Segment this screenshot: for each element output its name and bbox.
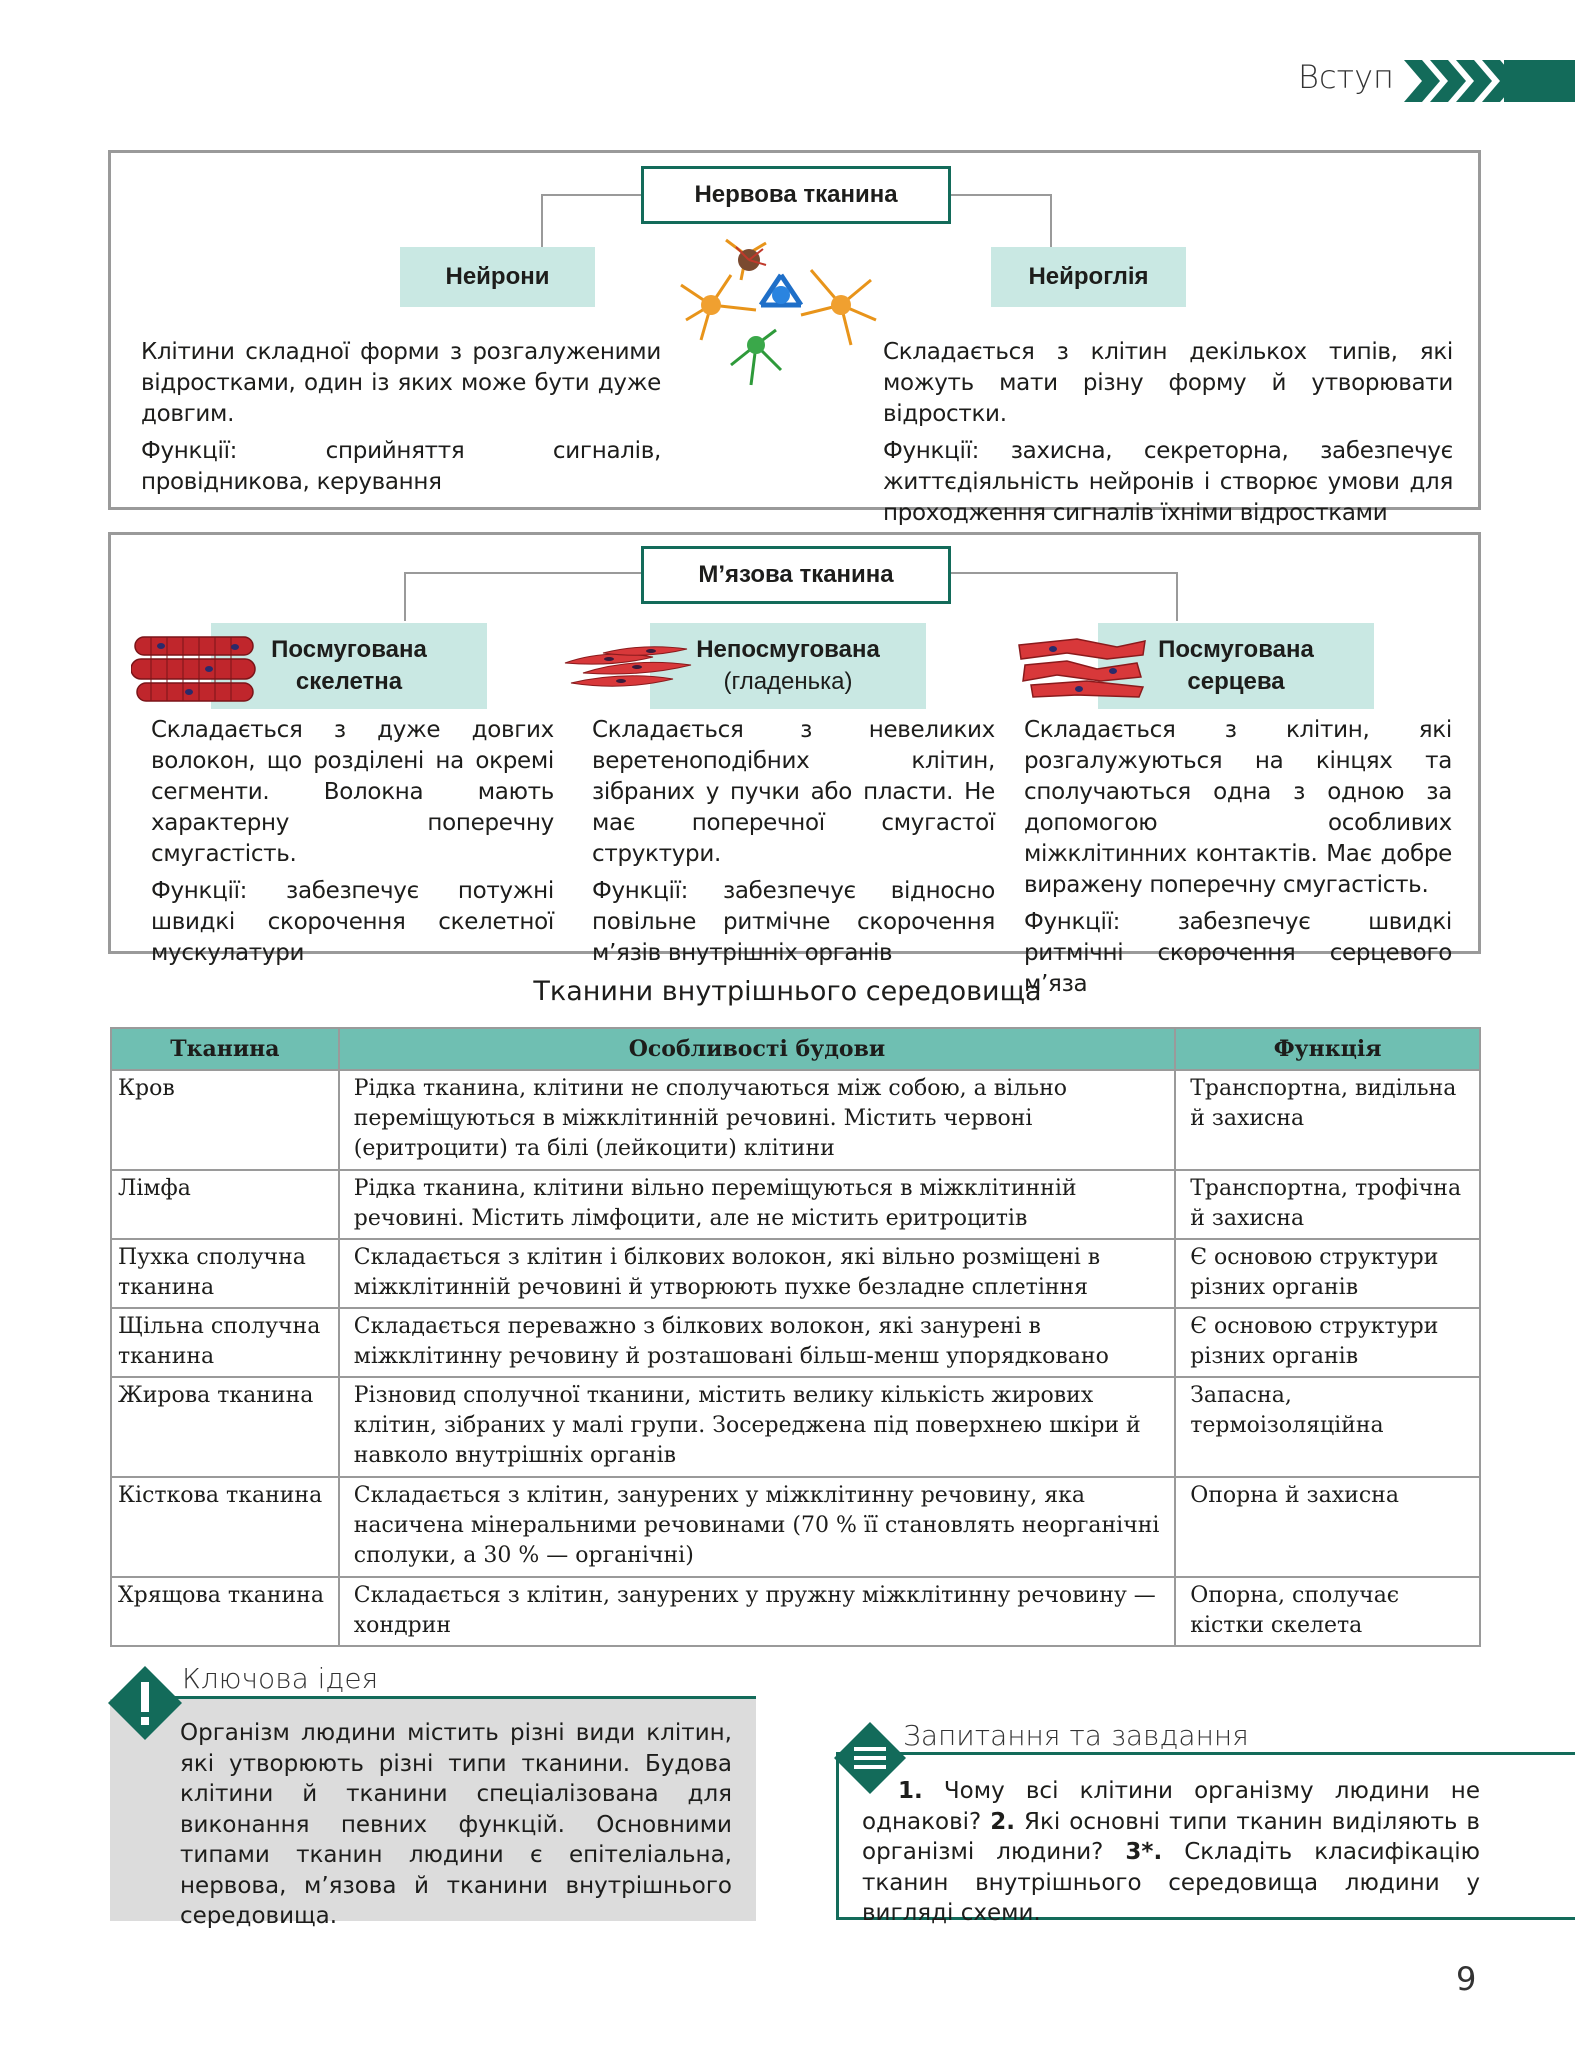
section-title: Вступ: [1298, 58, 1394, 96]
page-number: 9: [1456, 1960, 1477, 1998]
question-2-number: 2.: [990, 1808, 1015, 1835]
questions-text: [862, 1776, 1480, 1929]
nerve-tissue-title: Нервова тканина: [641, 166, 951, 224]
key-idea-title: Ключова ідея: [182, 1662, 379, 1695]
table-row: [111, 1070, 1480, 1170]
tissue-structure: Різновид сполучної тканини, містить велику кількість жирових клітин, зібраних у малі групи. Зосереджена під поверхнею шкіри й навколо внутрішніх органів: [339, 1377, 1175, 1477]
smooth-functions: Функції: забезпечує відносно повільне ритмічне скорочення м’язів внутрішніх органів: [592, 878, 995, 966]
question-1: Чому всі клітини організму людини не однакові?: [862, 1778, 1480, 1835]
tissue-name: Кров: [111, 1070, 339, 1170]
table-header-row: [111, 1028, 1480, 1070]
nerve-tissue-scheme: [108, 150, 1481, 526]
smooth-label-line1: Непосмугована: [696, 636, 880, 663]
table-row: [111, 1308, 1480, 1377]
neurons-functions: Функції: сприйняття сигналів, провідникова, керування: [141, 438, 661, 495]
table-row: [111, 1477, 1480, 1577]
skeletal-muscle-illustration: [131, 633, 259, 705]
tissue-name: Кісткова тканина: [111, 1477, 339, 1577]
cardiac-label-line1: Посмугована: [1158, 636, 1314, 663]
internal-tissues-table: [110, 1027, 1481, 1647]
neurons-label: Нейрони: [400, 247, 595, 307]
cardiac-functions: Функції: забезпечує швидкі ритмічні скорочення серцевого м’яза: [1024, 909, 1452, 997]
neuroglia-label: Нейроглія: [991, 247, 1186, 307]
skeletal-structure: Складається з дуже довгих волокон, що розділені на окремі сегменти. Волокна мають характерну поперечну смугастість.: [151, 717, 554, 867]
table-row: [111, 1377, 1480, 1477]
neurons-description: [141, 337, 661, 498]
neuroglia-structure: Складається з клітин декількох типів, які можуть мати різну форму й утворювати відростки.: [883, 339, 1453, 427]
exclamation-icon: [106, 1664, 184, 1742]
tissue-structure: Рідка тканина, клітини не сполучаються між собою, а вільно переміщуються в міжклітинній речовині. Містить червоні (еритроцити) та білі (лейкоцити) клітини: [339, 1070, 1175, 1170]
skeletal-functions: Функції: забезпечує потужні швидкі скорочення скелетної мускулатури: [151, 878, 554, 966]
column-header-tissue: Тканина: [111, 1028, 339, 1070]
tissue-function: Транспортна, трофічна й захисна: [1175, 1170, 1480, 1239]
neurons-illustration: [671, 235, 881, 395]
skeletal-label-line2: скелетна: [295, 668, 403, 695]
tissue-function: Запасна, термоізоляційна: [1175, 1377, 1480, 1477]
tissue-structure: Складається переважно з білкових волокон, які занурені в міжклітинну речовину й розташовані більш-менш упорядковано: [339, 1308, 1175, 1377]
tissue-function: Є основою структури різних органів: [1175, 1239, 1480, 1308]
question-2: Які основні типи тканин виділяють в організмі людини?: [862, 1808, 1480, 1865]
tissue-structure: Складається з клітин, занурених у міжклітинну речовину, яка насичена мінеральними речовинами (70 % її становлять неорганічні сполуки, а 30 % — органічні): [339, 1477, 1175, 1577]
muscle-tissue-title: М’язова тканина: [641, 546, 951, 604]
chevron-arrows-icon: [1404, 60, 1575, 102]
questions-title: Запитання та завдання: [903, 1719, 1249, 1752]
smooth-muscle-description: [592, 715, 995, 969]
key-idea-text: Організм людини містить різні види клітин, які утворюють різні типи тканини. Будова клітини й тканини спеціалізована для виконання певних функцій. Основними типами тканин людини є епітеліальна, нервова, м’язова й тканини внутрішнього середовища.: [180, 1720, 732, 1929]
question-3: Складіть класифікацію тканин внутрішнього середовища людини у вигляді схеми.: [862, 1839, 1480, 1926]
neurons-structure: Клітини складної форми з розгалуженими відростками, один із яких може бути дуже довгим.: [141, 339, 661, 427]
cardiac-muscle-illustration: [1017, 635, 1147, 699]
tissue-structure: Складається з клітин і білкових волокон, які вільно розміщені в міжклітинній речовині й утворюють пухке безладне сплетіння: [339, 1239, 1175, 1308]
tissue-function: Транспортна, видільна й захисна: [1175, 1070, 1480, 1170]
tissue-name: Хрящова тканина: [111, 1577, 339, 1646]
column-header-function: Функція: [1175, 1028, 1480, 1070]
table-row: [111, 1577, 1480, 1646]
cardiac-label-line2: серцева: [1187, 668, 1285, 695]
tissue-structure: Рідка тканина, клітини вільно переміщуються в міжклітинній речовині. Містить лімфоцити, але не містить еритроцитів: [339, 1170, 1175, 1239]
skeletal-label-line1: Посмугована: [271, 636, 427, 663]
table-caption: Тканини внутрішнього середовища: [533, 976, 1042, 1007]
tissue-name: Пухка сполучна тканина: [111, 1239, 339, 1308]
skeletal-muscle-description: [151, 715, 554, 969]
neuroglia-functions: Функції: захисна, секреторна, забезпечує життєдіяльність нейронів і створює умови для проходження сигналів їхніми відростками: [883, 438, 1453, 526]
column-header-structure: Особливості будови: [339, 1028, 1175, 1070]
table-row: [111, 1170, 1480, 1239]
question-1-number: 1.: [898, 1778, 923, 1804]
smooth-structure: Складається з невеликих веретеноподібних клітин, зібраних у пучки або пласти. Не має поперечної смугастої структури.: [592, 717, 995, 867]
tissue-function: Є основою структури різних органів: [1175, 1308, 1480, 1377]
question-3-number: 3*.: [1125, 1839, 1163, 1865]
cardiac-muscle-description: [1024, 715, 1452, 1000]
tissue-name: Жирова тканина: [111, 1377, 339, 1477]
smooth-muscle-illustration: [563, 643, 693, 693]
cardiac-structure: Складається з клітин, які розгалужуються на кінцях та сполучаються одна з одною за допомогою особливих міжклітинних контактів. Має добре виражену поперечну смугастість.: [1024, 717, 1452, 898]
table-row: [111, 1239, 1480, 1308]
tissue-name: Лімфа: [111, 1170, 339, 1239]
key-idea-rule: [166, 1696, 756, 1699]
neuroglia-description: [883, 337, 1453, 529]
tissue-name: Щільна сполучна тканина: [111, 1308, 339, 1377]
tissue-function: Опорна, сполучає кістки скелета: [1175, 1577, 1480, 1646]
tissue-structure: Складається з клітин, занурених у пружну міжклітинну речовину — хондрин: [339, 1577, 1175, 1646]
smooth-label-line2: (гладенька): [723, 668, 853, 695]
tissue-function: Опорна й захисна: [1175, 1477, 1480, 1577]
